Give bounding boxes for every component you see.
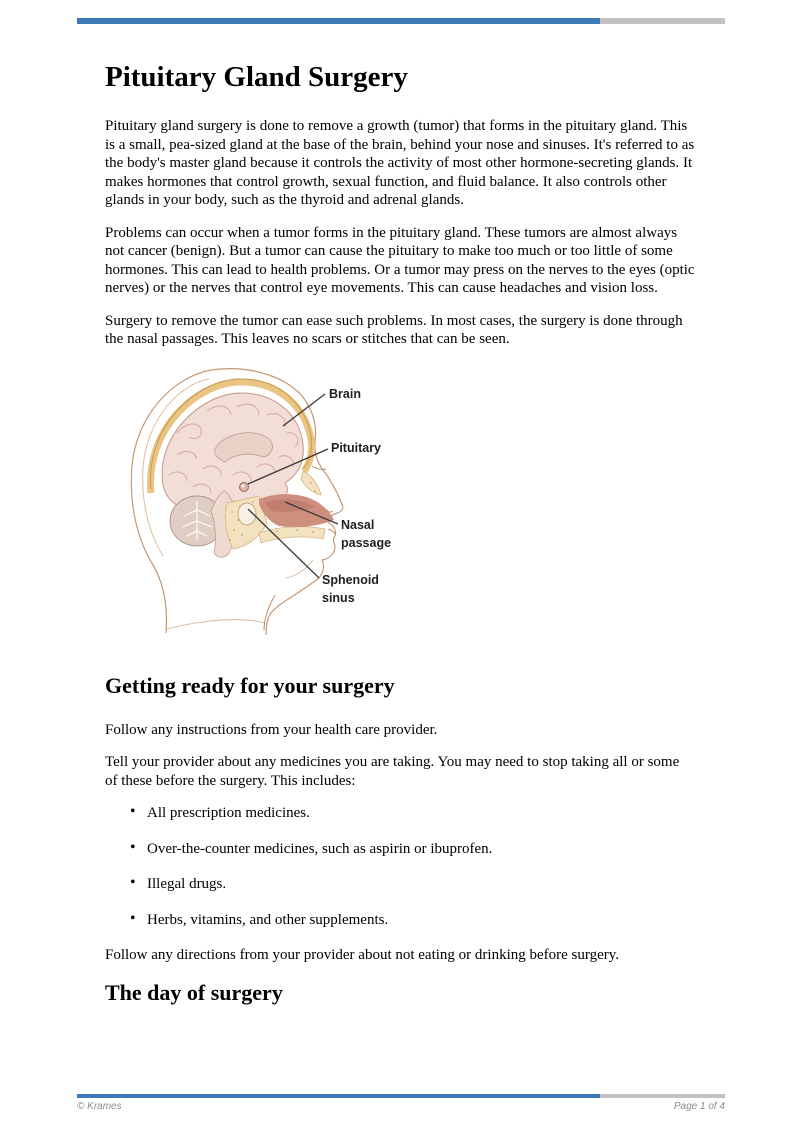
section-paragraph-fasting: Follow any directions from your provider about not eating or drinking before surgery.	[105, 947, 620, 963]
section-heading-day-of-surgery: The day of surgery	[105, 979, 283, 1005]
copyright-text: © Krames	[77, 1101, 122, 1112]
intro-paragraph-1: Pituitary gland surgery is done to remove a growth (tumor) that forms in the pituitary gland. This is a small, pea-sized gland at the base of the brain, behind your nose and sinuses. It's referred to as the body's master gland because it controls the activity of most other hormone-secreting glands. It makes hormones that control growth, sexual function, and fluid balance. It also controls other glands in your body, such as the thyroid and adrenal glands.	[105, 118, 695, 208]
list-item-illegal-drugs: • Illegal drugs.	[105, 875, 695, 894]
list-item-otc: • Over-the-counter medicines, such as aspirin or ibuprofen.	[105, 840, 695, 859]
list-item-herbs-vitamins: • Herbs, vitamins, and other supplements.	[105, 911, 695, 930]
shoulder-line	[167, 619, 265, 628]
footer-rule	[77, 1094, 725, 1098]
brain-label: Brain	[329, 386, 361, 401]
intro-paragraph-2: Problems can occur when a tumor forms in the pituitary gland. These tumors are almost always not cancer (benign). But a tumor can cause the pituitary to make too much or too little of some hormones. This can lead to health problems. Or a tumor may press on the nerves to the eyes (optic nerves) or the nerves that control eye movements. This can cause headaches and vision loss.	[105, 224, 695, 296]
nasal-passage-label-line2: passage	[341, 535, 392, 550]
nasal-passage-label-line1: Nasal	[341, 517, 375, 532]
footer-rule-blue-segment	[77, 1094, 600, 1098]
section-heading-getting-ready: Getting ready for your surgery	[105, 672, 395, 698]
sphenoid-sinus-label-line2: sinus	[322, 590, 355, 605]
document-body	[105, 0, 695, 1006]
list-item-prescription: • All prescription medicines.	[105, 804, 695, 823]
page-title: Pituitary Gland Surgery	[105, 61, 408, 93]
section-paragraph-instructions: Follow any instructions from your health care provider.	[105, 721, 438, 738]
anatomy-svg	[107, 363, 407, 641]
head-cross-section-illustration	[107, 363, 695, 641]
sphenoid-sinus-label-line1: Sphenoid	[322, 572, 379, 587]
pituitary-gland	[240, 482, 249, 491]
medicines-list	[105, 804, 695, 929]
pituitary-highlight	[242, 484, 245, 487]
section-paragraph-medicines: Tell your provider about any medicines you are taking. You may need to stop taking all or some of these before the surgery. This includes:	[105, 754, 680, 789]
footer-rule-gray-segment	[600, 1094, 725, 1098]
intro-paragraph-3: Surgery to remove the tumor can ease such problems. In most cases, the surgery is done through the nasal passages. This leaves no scars or stitches that can be seen.	[105, 312, 683, 347]
pituitary-label: Pituitary	[331, 440, 382, 455]
page-number: Page 1 of 4	[673, 1101, 725, 1112]
